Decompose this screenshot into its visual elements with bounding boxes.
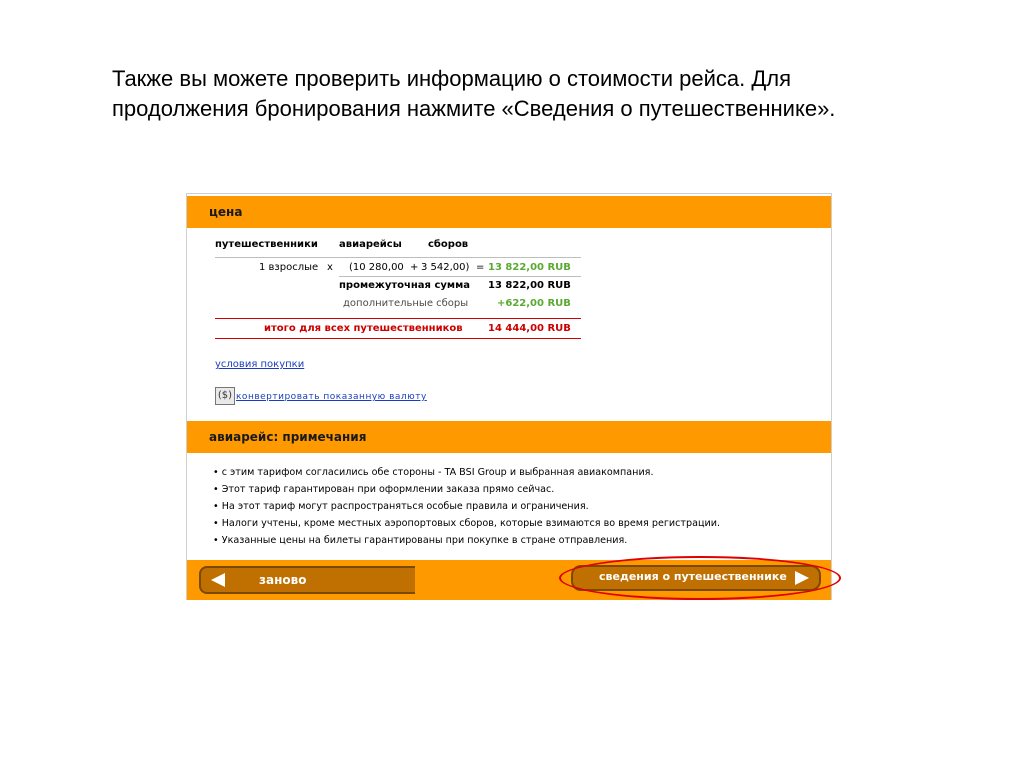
notes-section-title: авиарейс: примечания	[209, 430, 367, 444]
price-section-title: цена	[209, 205, 243, 219]
subtotal-label: промежуточная сумма	[339, 280, 470, 291]
row-multiply: x	[327, 262, 333, 273]
header-fees: сборов	[428, 239, 469, 250]
header-divider	[215, 257, 581, 258]
total-bottom-line	[215, 338, 581, 339]
list-item: • с этим тарифом согласились обе стороны - TA BSI Group и выбранная авиакомпания.	[213, 464, 720, 481]
total-top-line	[215, 318, 581, 319]
currency-convert-icon[interactable]: ($)	[215, 387, 235, 405]
caption-line-2: продолжения бронирования нажмите «Сведения о путешественнике».	[112, 96, 836, 121]
extra-fees-label: дополнительные сборы	[343, 298, 469, 309]
traveler-details-button-label: сведения о путешественнике	[599, 570, 787, 583]
restart-button-label: заново	[259, 573, 307, 587]
list-item: • Этот тариф гарантирован при оформлении заказа прямо сейчас.	[213, 481, 720, 498]
row-travelers: 1 взрослые	[259, 262, 319, 273]
restart-button[interactable]	[199, 566, 415, 594]
row-divider	[339, 276, 581, 277]
instruction-caption	[112, 64, 972, 124]
row-total: 13 822,00 RUB	[488, 262, 571, 273]
header-travelers: путешественники	[215, 239, 318, 250]
convert-currency-link[interactable]: конвертировать показанную валюту	[236, 392, 427, 402]
traveler-details-button[interactable]	[571, 565, 821, 591]
purchase-terms-link[interactable]: условия покупки	[215, 359, 305, 370]
subtotal-value: 13 822,00 RUB	[488, 280, 571, 291]
list-item: • На этот тариф могут распространяться особые правила и ограничения.	[213, 498, 720, 515]
header-flights: авиарейсы	[339, 239, 402, 250]
caption-line-1: Также вы можете проверить информацию о стоимости рейса. Для	[112, 66, 792, 91]
extra-fees-value: +622,00 RUB	[497, 298, 571, 309]
list-item: • Указанные цены на билеты гарантированы при покупке в стране отправления.	[213, 532, 720, 549]
grand-total-label: итого для всех путешественников	[264, 323, 463, 334]
notes-list	[213, 464, 720, 549]
row-flight-price: (10 280,00	[349, 262, 404, 273]
arrow-left-icon	[211, 573, 225, 587]
row-equals: =	[476, 262, 485, 273]
row-plus: +	[410, 262, 419, 273]
row-fee-price: 3 542,00)	[421, 262, 470, 273]
list-item: • Налоги учтены, кроме местных аэропортовых сборов, которые взимаются во время регистрации.	[213, 515, 720, 532]
notes-section-header	[187, 421, 831, 453]
price-section-header	[187, 196, 831, 228]
footer-bar	[187, 560, 831, 600]
booking-panel	[186, 193, 832, 600]
grand-total-value: 14 444,00 RUB	[488, 323, 571, 334]
arrow-right-icon	[795, 571, 809, 585]
